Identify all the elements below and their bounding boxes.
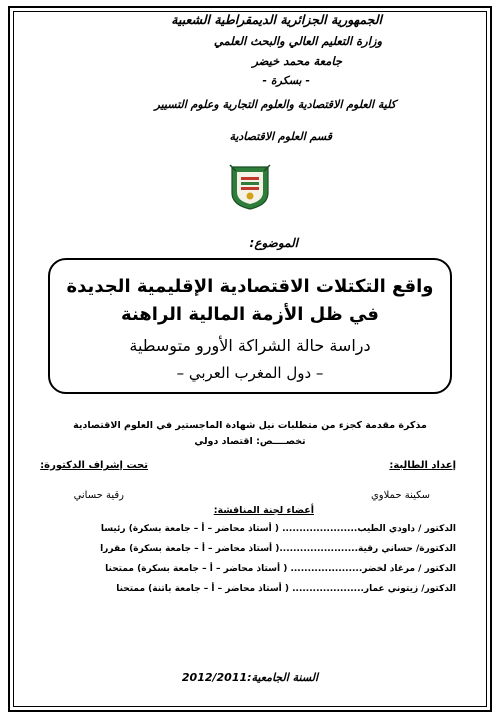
student-name: سكينة حملاوي bbox=[370, 490, 430, 501]
supervisor-name: رقية حساني bbox=[73, 490, 124, 501]
academic-year: السنة الجامعية:2012/2011 bbox=[181, 671, 319, 684]
specialty: تخصــــص: اقتصاد دولي bbox=[194, 436, 306, 447]
thesis-subtitle-line-2: – دول المغرب العربي – bbox=[176, 364, 324, 382]
thesis-title-line-2: في ظل الأزمة المالية الراهنة bbox=[121, 304, 379, 325]
title-box bbox=[48, 258, 452, 394]
university-logo bbox=[228, 163, 272, 211]
header-republic: الجمهورية الجزائرية الديمقراطية الشعبية bbox=[171, 12, 382, 27]
committee-label: أعضاء لجنة المناقشة: bbox=[213, 505, 314, 516]
supervisor-label: تحت إشراف الدكتورة: bbox=[40, 460, 148, 471]
thesis-title-line-1: واقع التكتلات الاقتصادية الإقليمية الجديدة bbox=[66, 276, 434, 297]
header-city: - بسكرة - bbox=[262, 74, 310, 87]
thesis-subtitle-line-1: دراسة حالة الشراكة الأورو متوسطية bbox=[129, 336, 371, 355]
committee-member: الدكتور / داودي الطيب...................... ( أستاذ محاضر – أ – جامعة بسكرة) رئيسا bbox=[100, 524, 456, 534]
header-faculty: كلية العلوم الاقتصادية والعلوم التجارية وعلوم التسيير bbox=[154, 98, 396, 111]
header-department: قسم العلوم الاقتصادية bbox=[229, 130, 332, 143]
subject-label: الموضوع: bbox=[249, 236, 298, 250]
committee-member: الدكتورة/ حساني رقية.......................( أستاذ محاضر – أ – جامعة بسكرة) مقررا bbox=[100, 544, 456, 554]
memo-statement: مذكرة مقدمة كجزء من متطلبات نيل شهادة الماجستير في العلوم الاقتصادية bbox=[73, 420, 427, 431]
prepared-by-label: إعداد الطالبة: bbox=[389, 460, 456, 471]
header-ministry: وزارة التعليم العالي والبحث العلمي bbox=[213, 34, 382, 48]
committee-member: الدكتور/ زيتوني عمار..................... ( أستاذ محاضر – أ – جامعة باتنة) ممتحنا bbox=[116, 584, 456, 594]
committee-member: الدكتور / مرغاد لخضر..................... ( أستاذ محاضر – أ – جامعة بسكرة) ممتحنا bbox=[105, 564, 456, 574]
header-university: جامعة محمد خيضر bbox=[252, 54, 342, 68]
